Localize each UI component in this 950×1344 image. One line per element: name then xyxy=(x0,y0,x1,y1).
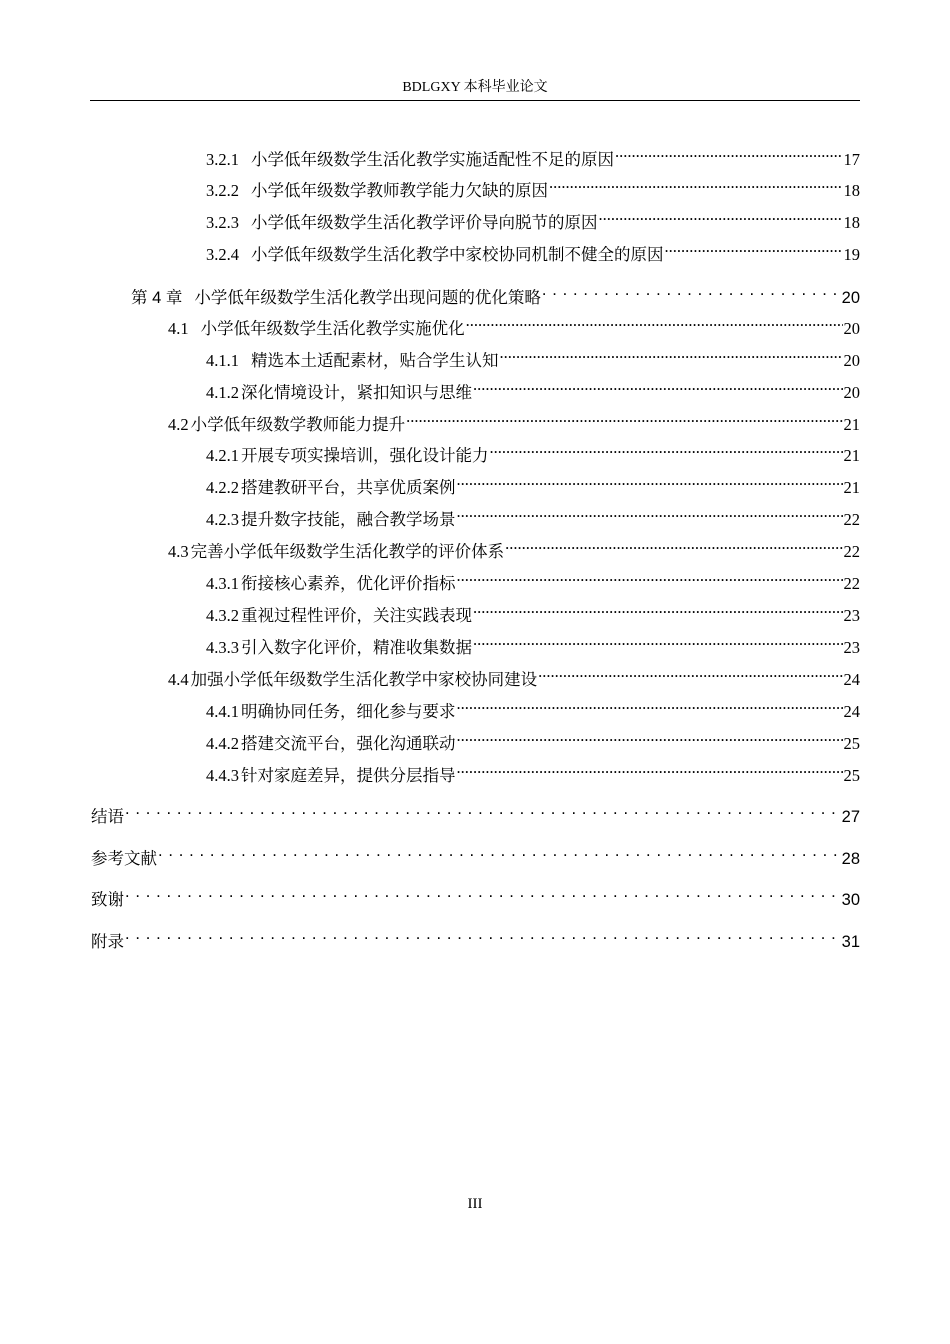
toc-dot-leader xyxy=(457,755,843,781)
toc-entry-title: 搭建交流平台，强化沟通联动 xyxy=(241,734,456,753)
toc-dot-leader xyxy=(125,879,841,905)
toc-entry-page: 22 xyxy=(843,510,860,529)
toc-entry[interactable] xyxy=(206,595,860,625)
toc-entry[interactable] xyxy=(206,139,860,169)
toc-entry-page: 28 xyxy=(841,850,860,868)
toc-entry[interactable] xyxy=(206,467,860,497)
toc-entry[interactable] xyxy=(206,340,860,370)
toc-entry[interactable] xyxy=(168,659,860,689)
toc-dot-leader xyxy=(473,372,843,398)
toc-entry-number: 4.4.3 xyxy=(206,766,239,785)
toc-entry-page: 30 xyxy=(841,891,860,909)
toc-dot-leader xyxy=(473,627,843,653)
toc-entry-title: 针对家庭差异，提供分层指导 xyxy=(241,766,456,785)
toc-entry-number: 4.4.2 xyxy=(206,734,239,753)
toc-dot-leader xyxy=(125,796,841,822)
toc-entry-page: 23 xyxy=(843,606,860,625)
toc-entry[interactable] xyxy=(206,202,860,232)
toc-dot-leader xyxy=(466,308,843,334)
toc-entry[interactable] xyxy=(91,879,860,909)
toc-dot-leader xyxy=(538,659,842,685)
toc-entry[interactable] xyxy=(168,531,860,561)
toc-entry[interactable] xyxy=(206,372,860,402)
toc-entry-title: 参考文献 xyxy=(91,850,157,868)
toc-dot-leader xyxy=(615,139,843,165)
toc-dot-leader xyxy=(599,202,843,228)
toc-entry-page: 20 xyxy=(841,289,860,307)
toc-dot-leader xyxy=(457,691,843,717)
page-footer xyxy=(90,1194,860,1214)
toc-entry-page: 18 xyxy=(843,213,860,232)
toc-entry[interactable] xyxy=(206,499,860,529)
toc-entry-number: 4.2 xyxy=(168,415,189,434)
toc-entry-page: 21 xyxy=(843,478,860,497)
toc-entry-title: 结语 xyxy=(91,808,124,826)
toc-dot-leader xyxy=(457,467,843,493)
toc-entry-title: 提升数字技能，融合教学场景 xyxy=(241,510,456,529)
toc-entry-number: 4.3 xyxy=(168,542,189,561)
toc-dot-leader xyxy=(473,595,843,621)
toc-entry-title: 小学低年级数学生活化教学实施适配性不足的原因 xyxy=(251,150,614,169)
toc-entry-page: 31 xyxy=(841,933,860,951)
toc-dot-leader xyxy=(665,234,843,260)
toc-entry-number: 4.1 xyxy=(168,319,189,338)
toc-entry-page: 19 xyxy=(843,245,860,264)
toc-dot-leader xyxy=(457,723,843,749)
toc-entry-title: 小学低年级数学生活化教学出现问题的优化策略 xyxy=(194,289,541,307)
toc-entry-page: 23 xyxy=(843,638,860,657)
toc-entry-number: 3.2.2 xyxy=(206,181,239,200)
toc-entry-title: 附录 xyxy=(91,933,124,951)
toc-entry[interactable] xyxy=(91,838,860,868)
toc-entry-number: 4.2.1 xyxy=(206,446,239,465)
toc-dot-leader xyxy=(542,277,841,303)
toc-entry[interactable] xyxy=(91,796,860,826)
toc-entry-page: 22 xyxy=(843,574,860,593)
toc-dot-leader xyxy=(505,531,842,557)
toc-entry-title: 引入数字化评价，精准收集数据 xyxy=(241,638,472,657)
toc-entry[interactable] xyxy=(206,627,860,657)
toc-entry-title: 深化情境设计，紧扣知识与思维 xyxy=(241,383,472,402)
toc-entry[interactable] xyxy=(131,277,860,307)
toc-entry-title: 小学低年级数学教师能力提升 xyxy=(190,415,406,434)
toc-dot-leader xyxy=(125,921,841,947)
toc-entry[interactable] xyxy=(91,921,860,951)
toc-entry-title: 小学低年级数学生活化教学中家校协同机制不健全的原因 xyxy=(251,245,664,264)
toc-dot-leader xyxy=(490,435,843,461)
toc-dot-leader xyxy=(457,563,843,589)
toc-dot-leader xyxy=(158,838,841,864)
toc-entry-title: 重视过程性评价，关注实践表现 xyxy=(241,606,472,625)
toc-entry-page: 24 xyxy=(843,702,860,721)
toc-entry-title: 搭建教研平台，共享优质案例 xyxy=(241,478,456,497)
toc-entry-page: 21 xyxy=(843,415,860,434)
header-title: BDLGXY 本科毕业论文 xyxy=(402,80,548,95)
toc-entry-number: 4.4.1 xyxy=(206,702,239,721)
toc-entry-page: 24 xyxy=(843,670,860,689)
toc-entry-title: 开展专项实操培训，强化设计能力 xyxy=(241,446,489,465)
toc-dot-leader xyxy=(500,340,843,366)
toc-entry-number: 3.2.1 xyxy=(206,150,239,169)
toc-entry[interactable] xyxy=(206,755,860,785)
toc-entry-page: 21 xyxy=(843,446,860,465)
toc-entry-number: 3.2.4 xyxy=(206,245,239,264)
toc-dot-leader xyxy=(406,404,842,430)
toc-entry-title: 加强小学低年级数学生活化教学中家校协同建设 xyxy=(190,670,538,689)
toc-entry-page: 20 xyxy=(843,351,860,370)
toc-entry[interactable] xyxy=(206,234,860,264)
toc-entry-title: 小学低年级数学教师教学能力欠缺的原因 xyxy=(251,181,548,200)
toc-entry-page: 25 xyxy=(843,766,860,785)
toc-entry-title: 小学低年级数学生活化教学评价导向脱节的原因 xyxy=(251,213,598,232)
toc-entry-title: 精选本土适配素材，贴合学生认知 xyxy=(251,351,499,370)
toc-entry-number: 4.4 xyxy=(168,670,189,689)
toc-entry-page: 25 xyxy=(843,734,860,753)
toc-entry-title: 衔接核心素养，优化评价指标 xyxy=(241,574,456,593)
toc-entry[interactable] xyxy=(206,723,860,753)
page-number: III xyxy=(467,1196,483,1212)
toc-dot-leader xyxy=(457,499,843,525)
toc-entry-title: 明确协同任务，细化参与要求 xyxy=(241,702,456,721)
toc-entry-page: 20 xyxy=(843,319,860,338)
toc-entry-number: 4.2.3 xyxy=(206,510,239,529)
toc-dot-leader xyxy=(549,170,843,196)
toc-entry[interactable] xyxy=(206,170,860,200)
toc-entry[interactable] xyxy=(206,691,860,721)
toc-entry-number: 4.2.2 xyxy=(206,478,239,497)
toc-entry-title: 致谢 xyxy=(91,891,124,909)
toc-entry[interactable] xyxy=(206,435,860,465)
toc-entry-number: 4.3.3 xyxy=(206,638,239,657)
toc-entry[interactable] xyxy=(168,308,860,338)
toc-entry[interactable] xyxy=(168,404,860,434)
toc-entry-number: 3.2.3 xyxy=(206,213,239,232)
toc-entry-number: 4.1.2 xyxy=(206,383,239,402)
toc-entry-number: 4.3.2 xyxy=(206,606,239,625)
toc-entry-page: 27 xyxy=(841,808,860,826)
toc-entry-title: 完善小学低年级数学生活化教学的评价体系 xyxy=(190,542,505,561)
toc-entry-number: 4.1.1 xyxy=(206,351,239,370)
toc-entry-number: 4.3.1 xyxy=(206,574,239,593)
toc-entry[interactable] xyxy=(206,563,860,593)
toc-entry-title: 小学低年级数学生活化教学实施优化 xyxy=(200,319,465,338)
toc-entry-page: 17 xyxy=(843,150,860,169)
toc-entry-page: 18 xyxy=(843,181,860,200)
toc-entry-page: 22 xyxy=(843,542,860,561)
toc-entry-number: 第 4 章 xyxy=(131,289,183,307)
toc-entry-page: 20 xyxy=(843,383,860,402)
